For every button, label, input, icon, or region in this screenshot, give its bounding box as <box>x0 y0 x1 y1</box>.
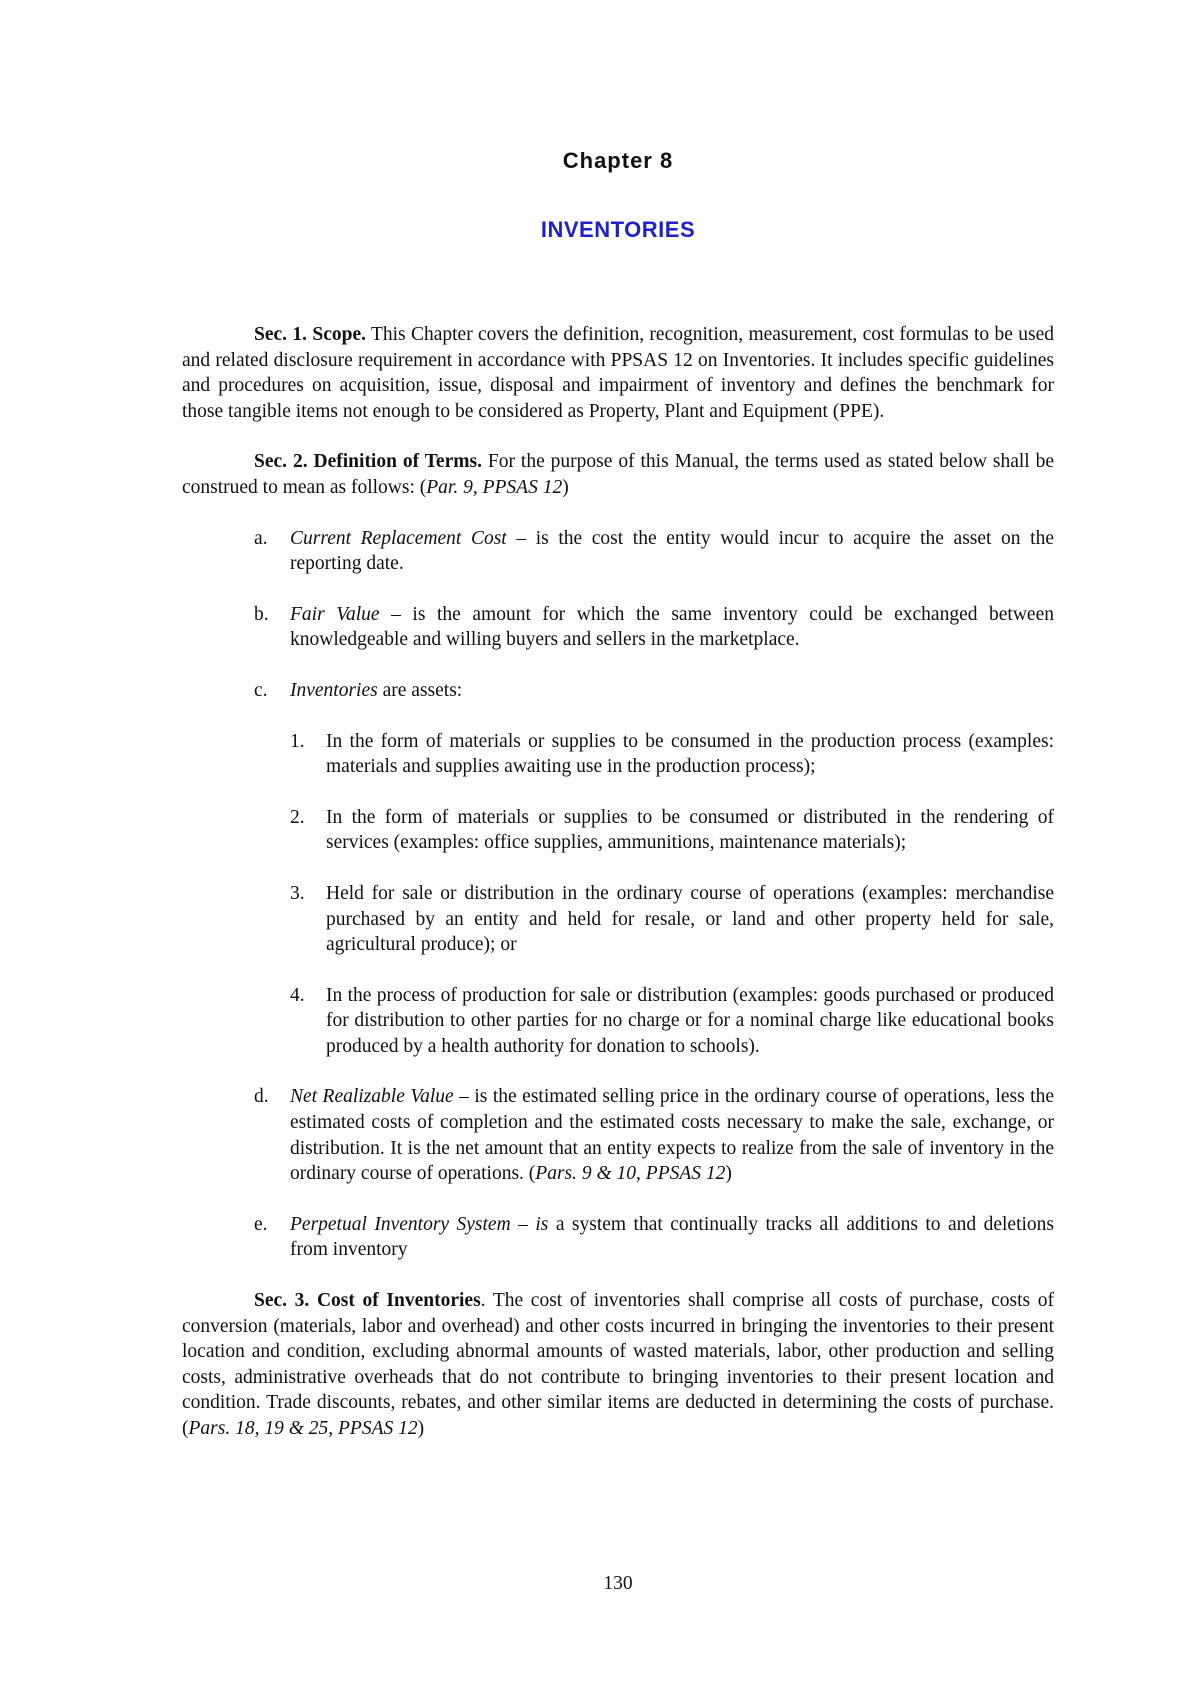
inventories-subitem-1 <box>182 729 1054 780</box>
section-1-text: This Chapter covers the definition, recognition, measurement, cost formulas to be used and related disclosure requirement in accordance with PPSAS 12 on Inventories. It includes specific guidelines and procedures on acquisition, issue, disposal and impairment of inventory and defines the benchmark for those tangible items not enough to be considered as Property, Plant and Equipment (PPE). <box>182 324 1054 422</box>
subitem-4-marker: 4. <box>290 984 305 1006</box>
section-2-text: For the purpose of this Manual, the terms used as stated below shall be construed to mean as follows: ( <box>182 451 1055 498</box>
chapter-number: Chapter 8 <box>562 148 674 173</box>
item-d-marker: d. <box>254 1086 269 1108</box>
term-net-realizable-value: Net Realizable Value <box>290 1086 454 1108</box>
term-inventories: Inventories <box>290 679 378 701</box>
section-2-heading: Definition of Terms. <box>313 451 482 473</box>
section-2-definitions <box>182 449 1054 500</box>
document-body <box>182 322 1054 1467</box>
definition-c-text: are assets: <box>377 679 463 701</box>
term-perpetual-inventory-system: Perpetual Inventory System – is <box>290 1213 549 1235</box>
definition-item-c <box>182 678 1054 704</box>
section-2-label: Sec. 2. <box>254 451 308 473</box>
subitem-1-marker: 1. <box>290 730 305 752</box>
subitem-3-text: Held for sale or distribution in the ordinary course of operations (examples: merchandise purchased by an entity and held for resale, or land and other property held for sale, agricultural produce); or <box>326 882 1054 956</box>
section-1-label: Sec. 1. <box>254 324 307 345</box>
chapter-title: INVENTORIES <box>540 217 696 242</box>
definition-item-e <box>182 1212 1054 1263</box>
section-2-close: ) <box>562 476 569 498</box>
inventories-subitem-2 <box>182 805 1054 856</box>
section-3-label: Sec. 3. <box>254 1290 310 1312</box>
subitem-1-text: In the form of materials or supplies to be consumed in the production process (examples: materials and supplies awaiting use in the production process); <box>326 730 1054 778</box>
subitem-2-text: In the form of materials or supplies to be consumed or distributed in the rendering of services (examples: office supplies, ammunitions, maintenance materials); <box>326 806 1054 854</box>
section-3-cost <box>182 1288 1054 1442</box>
section-1-heading: Scope. <box>312 324 366 345</box>
section-2-reference: Par. 9, PPSAS 12 <box>426 476 563 498</box>
definition-item-d <box>182 1084 1054 1186</box>
item-b-marker: b. <box>254 603 269 625</box>
document-page <box>182 0 1054 1696</box>
definition-d-text: – is the estimated selling price in the ordinary course of operations, less the estimated costs of completion and the estimated costs necessary to make the sale, exchange, or distribution. It is the net amount that an entity expects to realize from the sale of inventory in the ordinary course of operations. ( <box>290 1086 1054 1185</box>
term-current-replacement-cost: Current Replacement Cost <box>290 527 507 549</box>
inventories-subitem-4 <box>182 983 1054 1060</box>
section-3-text: . The cost of inventories shall comprise all costs of purchase, costs of conversion (materials, labor and overhead) and other costs incurred in bringing the inventories to their present location and condition, excluding abnormal amounts of wasted materials, labor, other production and selling costs, administrative overheads that do not contribute to bringing inventories to their present location and condition. Trade discounts, rebates, and other similar items are deducted in determining the costs of purchase. ( <box>182 1290 1055 1439</box>
item-e-marker: e. <box>254 1213 268 1235</box>
definition-d-reference: Pars. 9 & 10, PPSAS 12 <box>535 1163 726 1185</box>
page-number: 130 <box>603 1573 633 1594</box>
subitem-2-marker: 2. <box>290 806 305 828</box>
item-a-marker: a. <box>254 527 268 549</box>
subitem-4-text: In the process of production for sale or distribution (examples: goods purchased or produced for distribution to other parties for no charge or for a nominal charge like educational books produced by a health authority for donation to schools). <box>326 984 1054 1057</box>
definition-item-b <box>182 602 1054 653</box>
section-3-close: ) <box>417 1418 425 1439</box>
section-3-heading: Cost of Inventories <box>316 1290 481 1312</box>
definition-a-text: – is the cost the entity would incur to acquire the asset on the reporting date. <box>290 527 1054 575</box>
definition-item-a <box>182 526 1054 577</box>
inventories-subitem-3 <box>182 881 1054 958</box>
term-fair-value: Fair Value <box>290 603 380 625</box>
section-3-reference: Pars. 18, 19 & 25, PPSAS 12 <box>188 1418 418 1439</box>
section-1-scope <box>182 322 1054 424</box>
item-c-marker: c. <box>254 679 268 701</box>
definition-d-close: ) <box>725 1163 732 1185</box>
subitem-3-marker: 3. <box>290 882 305 904</box>
definition-b-text: – is the amount for which the same inventory could be exchanged between knowledgeable and willing buyers and sellers in the marketplace. <box>290 603 1054 651</box>
definition-e-text: a system that continually tracks all additions to and deletions from inventory <box>290 1213 1055 1261</box>
